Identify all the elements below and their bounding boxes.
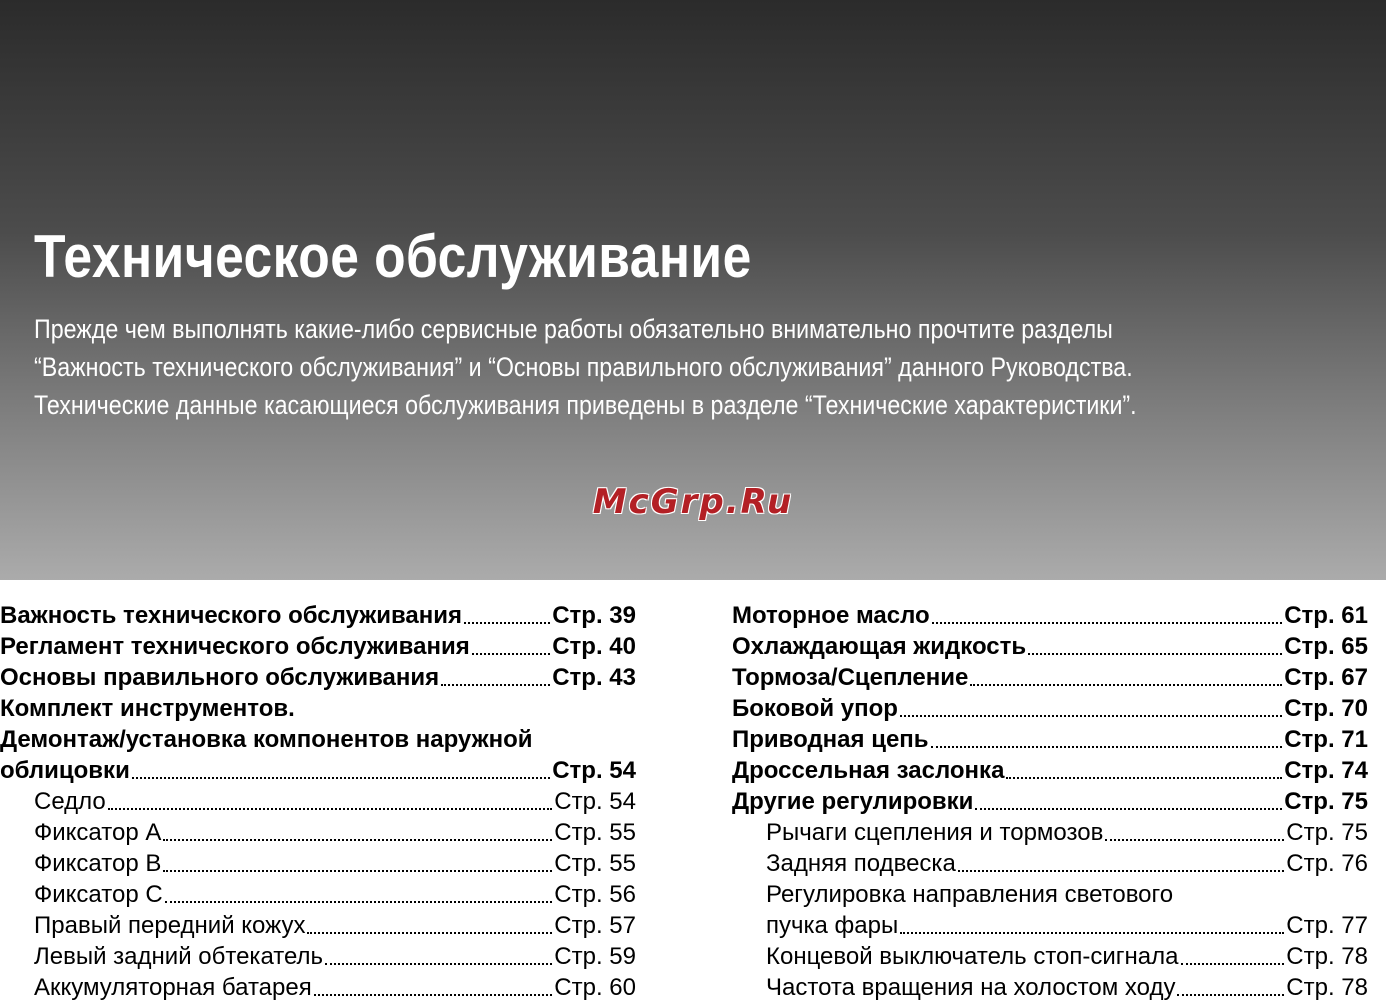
toc-entry-label: Моторное масло	[732, 602, 930, 629]
page-title: Техническое обслуживание	[34, 223, 752, 290]
dot-leader	[464, 622, 550, 624]
toc-entry-label: Охлаждающая жидкость	[732, 633, 1027, 660]
toc-entry-page: Стр. 78	[1286, 974, 1368, 1001]
dot-leader	[165, 901, 553, 903]
toc-entry-label: Фиксатор B	[34, 850, 162, 877]
toc-subentry[interactable]	[732, 879, 1368, 910]
toc-subentry[interactable]	[0, 879, 636, 910]
toc-entry[interactable]	[0, 631, 636, 662]
toc-entry-page: Стр. 76	[1286, 850, 1368, 877]
toc-entry-page: Стр. 54	[554, 788, 636, 815]
dot-leader	[958, 870, 1285, 872]
dot-leader	[307, 932, 552, 934]
toc-entry-page: Стр. 61	[1284, 602, 1368, 629]
toc-entry-page: Стр. 65	[1284, 633, 1368, 660]
toc-entry-page: Стр. 43	[552, 664, 636, 691]
toc-entry-page: Стр. 71	[1284, 726, 1368, 753]
toc-subentry[interactable]	[732, 910, 1368, 941]
toc-entry-label: пучка фары	[766, 912, 899, 939]
toc-entry-page: Стр. 40	[552, 633, 636, 660]
toc-entry-page: Стр. 55	[554, 850, 636, 877]
toc-entry[interactable]	[0, 755, 636, 786]
dot-leader	[472, 653, 550, 655]
dot-leader	[1006, 777, 1282, 779]
toc-subentry[interactable]	[732, 972, 1368, 1003]
dot-leader	[163, 870, 552, 872]
toc-entry-label: Рычаги сцепления и тормозов	[766, 819, 1104, 846]
toc-entry-page: Стр. 55	[554, 819, 636, 846]
toc-subentry[interactable]	[0, 972, 636, 1003]
toc-entry[interactable]	[732, 662, 1368, 693]
toc-right-column	[732, 600, 1368, 1003]
toc-entry[interactable]	[732, 724, 1368, 755]
toc-entry-label: Основы правильного обслуживания	[0, 664, 440, 691]
toc-entry[interactable]	[0, 724, 636, 755]
dot-leader	[163, 839, 552, 841]
toc-entry-label: Фиксатор C	[34, 881, 163, 908]
intro-text	[34, 310, 1324, 424]
dot-leader	[932, 622, 1283, 624]
toc-entry-label: Концевой выключатель стоп-сигнала	[766, 943, 1179, 970]
dot-leader	[1105, 839, 1284, 841]
toc-entry[interactable]	[732, 755, 1368, 786]
toc-entry-label: Демонтаж/установка компонентов наружной	[0, 726, 533, 753]
toc-entry-label: Седло	[34, 788, 106, 815]
toc-entry-label: Комплект инструментов.	[0, 695, 295, 722]
toc-entry[interactable]	[732, 600, 1368, 631]
toc-entry-page: Стр. 70	[1284, 695, 1368, 722]
dot-leader	[900, 715, 1282, 717]
toc-entry-page: Стр. 78	[1286, 943, 1368, 970]
toc-entry-page: Стр. 54	[552, 757, 636, 784]
dot-leader	[1177, 994, 1284, 996]
toc-entry[interactable]	[732, 693, 1368, 724]
toc-entry-page: Стр. 57	[554, 912, 636, 939]
toc-entry-label: Фиксатор A	[34, 819, 162, 846]
toc-entry-label: Другие регулировки	[732, 788, 974, 815]
dot-leader	[1028, 653, 1282, 655]
toc-entry-page: Стр. 75	[1284, 788, 1368, 815]
toc-entry-page: Стр. 59	[554, 943, 636, 970]
dot-leader	[132, 777, 550, 779]
toc-entry-label: Регламент технического обслуживания	[0, 633, 470, 660]
toc-entry-page: Стр. 75	[1286, 819, 1368, 846]
toc-subentry[interactable]	[0, 817, 636, 848]
toc-entry-label: Левый задний обтекатель	[34, 943, 324, 970]
toc-entry-label: Аккумуляторная батарея	[34, 974, 312, 1001]
toc-entry-page: Стр. 60	[554, 974, 636, 1001]
toc-entry-page: Стр. 77	[1286, 912, 1368, 939]
dot-leader	[314, 994, 553, 996]
toc-entry-page: Стр. 39	[552, 602, 636, 629]
intro-line: Прежде чем выполнять какие-либо сервисные работы обязательно внимательно прочтите разделы	[34, 314, 1113, 344]
toc-entry-label: Правый передний кожух	[34, 912, 306, 939]
dot-leader	[108, 808, 553, 810]
toc-entry-label: Регулировка направления светового	[766, 881, 1174, 908]
dot-leader	[441, 684, 550, 686]
toc-entry-page: Стр. 74	[1284, 757, 1368, 784]
toc-subentry[interactable]	[0, 910, 636, 941]
toc-entry-label: облицовки	[0, 757, 130, 784]
toc-entry[interactable]	[0, 693, 636, 724]
toc-entry[interactable]	[0, 600, 636, 631]
dot-leader	[970, 684, 1282, 686]
dot-leader	[325, 963, 552, 965]
toc-entry-label: Частота вращения на холостом ходу	[766, 974, 1176, 1001]
toc-entry[interactable]	[732, 631, 1368, 662]
toc-entry-label: Боковой упор	[732, 695, 898, 722]
dot-leader	[900, 932, 1284, 934]
toc-entry[interactable]	[732, 786, 1368, 817]
watermark-text: McGrp.Ru	[592, 482, 794, 522]
toc-subentry[interactable]	[0, 786, 636, 817]
toc-entry-label: Тормоза/Сцепление	[732, 664, 969, 691]
toc-entry-page: Стр. 67	[1284, 664, 1368, 691]
toc-entry-label: Важность технического обслуживания	[0, 602, 463, 629]
toc-entry-page: Стр. 56	[554, 881, 636, 908]
toc-entry-label: Дроссельная заслонка	[732, 757, 1005, 784]
intro-line: Технические данные касающиеся обслуживания приведены в разделе “Технические характеристики”.	[34, 390, 1137, 420]
toc-subentry[interactable]	[732, 848, 1368, 879]
toc-subentry[interactable]	[732, 817, 1368, 848]
toc-subentry[interactable]	[0, 848, 636, 879]
toc-entry[interactable]	[0, 662, 636, 693]
dot-leader	[975, 808, 1282, 810]
dot-leader	[931, 746, 1283, 748]
toc-entry-label: Задняя подвеска	[766, 850, 956, 877]
dot-leader	[1181, 963, 1285, 965]
toc-left-column	[0, 600, 636, 1003]
toc-subentry[interactable]	[732, 941, 1368, 972]
toc-subentry[interactable]	[0, 941, 636, 972]
intro-line: “Важность технического обслуживания” и “Основы правильного обслуживания” данного Руководства.	[34, 352, 1133, 382]
toc-entry-label: Приводная цепь	[732, 726, 929, 753]
